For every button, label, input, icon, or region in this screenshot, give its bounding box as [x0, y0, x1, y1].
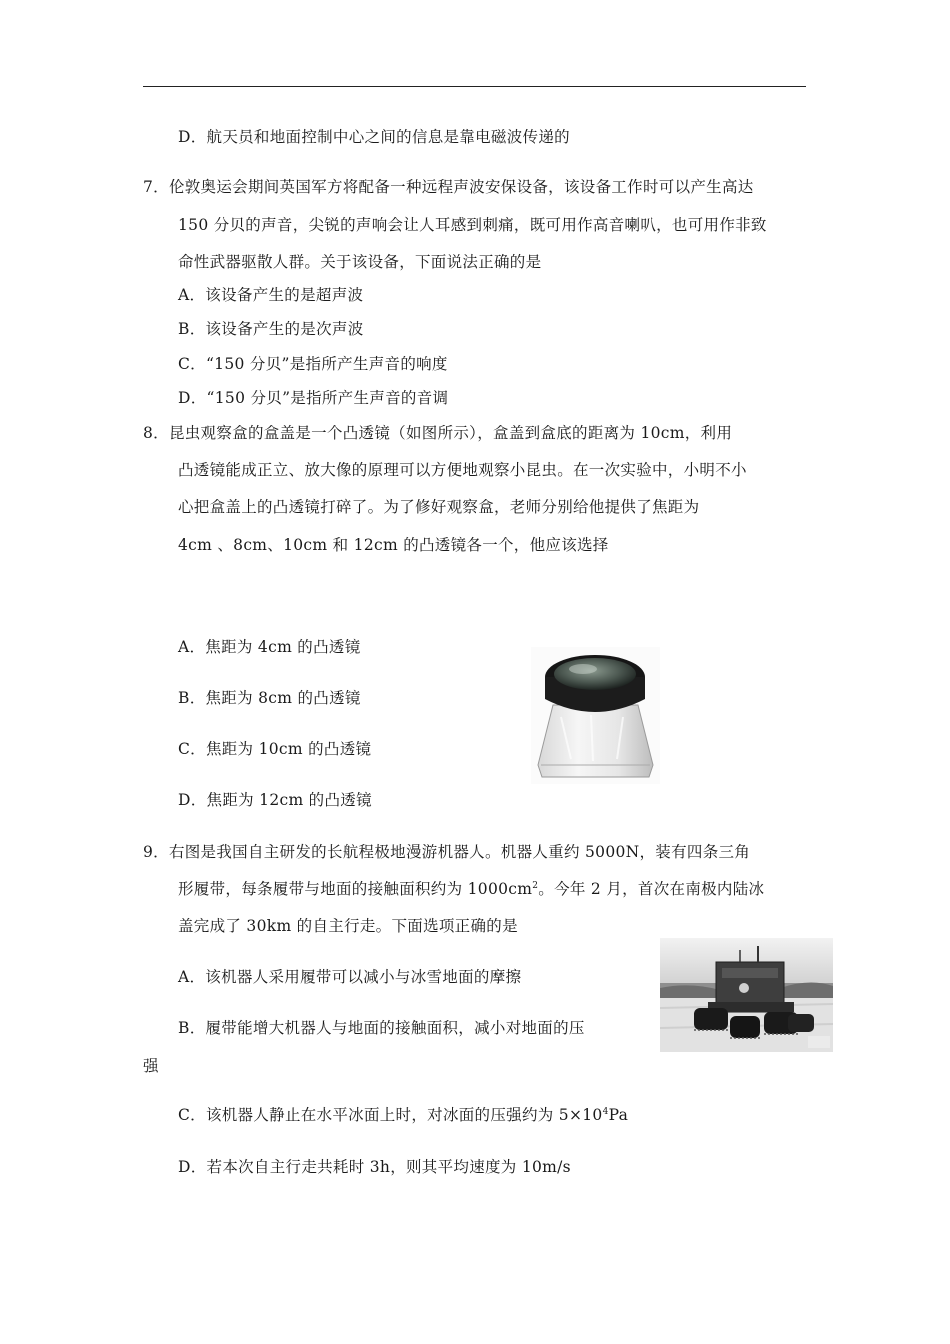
- q9-stem-line-3: 盖完成了 30km 的自主行走。下面选项正确的是: [178, 917, 518, 935]
- q9-option-d: D．若本次自主行走共耗时 3h，则其平均速度为 10m/s: [178, 1158, 571, 1176]
- q9-option-c-part-a: C．该机器人静止在水平冰面上时，对冰面的压强约为 5×10: [178, 1106, 603, 1124]
- polar-robot-image: [660, 938, 833, 1052]
- q9-stem-line-2-part-b: 。今年 2 月，首次在南极内陆冰: [538, 880, 765, 898]
- q7-option-c: C．“150 分贝”是指所产生声音的响度: [178, 355, 448, 373]
- q6-option-d: D．航天员和地面控制中心之间的信息是靠电磁波传递的: [178, 128, 570, 146]
- q9-stem-line-2-part-a: 形履带，每条履带与地面的接触面积约为 1000cm: [178, 880, 533, 898]
- insect-box-magnifier-image: [531, 647, 660, 784]
- q8-stem-line-1: 8．昆虫观察盒的盒盖是一个凸透镜（如图所示），盒盖到盒底的距离为 10cm，利用: [143, 424, 733, 442]
- q7-option-a: A．该设备产生的是超声波: [178, 286, 364, 304]
- q7-stem-line-3: 命性武器驱散人群。关于该设备，下面说法正确的是: [178, 253, 542, 271]
- q9-option-a: A．该机器人采用履带可以减小与冰雪地面的摩擦: [178, 968, 522, 986]
- q8-stem-line-4: 4cm 、8cm、10cm 和 12cm 的凸透镜各一个，他应该选择: [178, 536, 609, 554]
- q9-area-exponent: 2: [532, 881, 539, 891]
- q9-option-b-line-1: B．履带能增大机器人与地面的接触面积，减小对地面的压: [178, 1019, 585, 1037]
- q8-option-d: D．焦距为 12cm 的凸透镜: [178, 791, 372, 809]
- q7-stem-line-1: 7．伦敦奥运会期间英国军方将配备一种远程声波安保设备，该设备工作时可以产生高达: [143, 178, 754, 196]
- q8-option-c: C．焦距为 10cm 的凸透镜: [178, 740, 372, 758]
- q9-stem-line-2: [178, 879, 764, 899]
- q9-option-b-line-2: 强: [143, 1057, 159, 1075]
- q9-stem-line-1: 9．右图是我国自主研发的长航程极地漫游机器人。机器人重约 5000N，装有四条三角: [143, 843, 751, 861]
- header-rule: [143, 86, 806, 87]
- q8-option-a: A．焦距为 4cm 的凸透镜: [178, 638, 361, 656]
- q8-stem-line-3: 心把盒盖上的凸透镜打碎了。为了修好观察盒，老师分别给他提供了焦距为: [178, 498, 700, 516]
- q8-stem-line-2: 凸透镜能成正立、放大像的原理可以方便地观察小昆虫。在一次实验中，小明不小: [178, 461, 747, 479]
- q7-option-d: D．“150 分贝”是指所产生声音的音调: [178, 389, 449, 407]
- q7-option-b: B．该设备产生的是次声波: [178, 320, 364, 338]
- q9-option-c: [178, 1105, 628, 1125]
- q9-option-c-unit: Pa: [608, 1106, 629, 1124]
- q8-option-b: B．焦距为 8cm 的凸透镜: [178, 689, 361, 707]
- q9-pressure-exponent: 4: [602, 1107, 609, 1117]
- q7-stem-line-2: 150 分贝的声音，尖锐的声响会让人耳感到刺痛，既可用作高音喇叭，也可用作非致: [178, 216, 767, 234]
